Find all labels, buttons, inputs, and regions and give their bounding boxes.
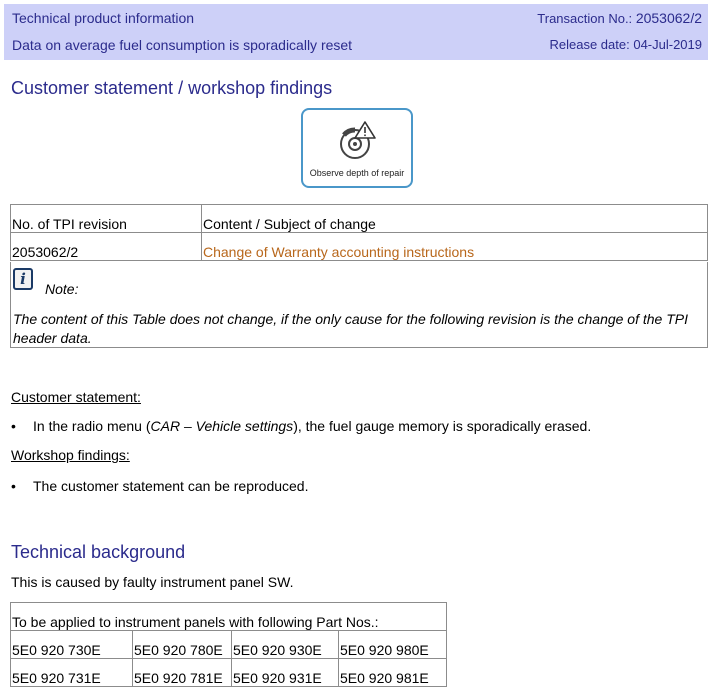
- transaction-number: 2053062/2: [635, 10, 702, 26]
- revision-number-cell: 2053062/2: [11, 233, 202, 261]
- badge-caption: Observe depth of repair: [309, 168, 405, 178]
- note-box: [10, 262, 708, 348]
- part-number-cell: 5E0 920 781E: [133, 659, 232, 687]
- note-text: The content of this Table does not change, if the only cause for the following revision is the change of the TPI header data.: [13, 311, 689, 346]
- revision-col-header: No. of TPI revision: [11, 205, 202, 233]
- part-number-cell: 5E0 920 930E: [232, 631, 339, 659]
- transaction-label: Transaction No.:: [537, 11, 633, 26]
- part-numbers-header: To be applied to instrument panels with following Part Nos.:: [11, 603, 447, 631]
- content-change-link[interactable]: Change of Warranty accounting instructions: [202, 233, 708, 261]
- list-item: In the radio menu (CAR – Vehicle settings), the fuel gauge memory is sporadically erased.: [33, 418, 592, 434]
- table-row: [11, 631, 447, 659]
- document-type: Technical product information: [12, 10, 195, 26]
- content-col-header: Content / Subject of change: [202, 205, 708, 233]
- table-row: [11, 659, 447, 687]
- release-date: 04-Jul-2019: [633, 37, 702, 52]
- repair-depth-badge: [301, 108, 413, 188]
- part-number-cell: 5E0 920 780E: [133, 631, 232, 659]
- workshop-findings-heading: Workshop findings:: [11, 447, 130, 463]
- part-number-cell: 5E0 920 980E: [339, 631, 447, 659]
- document-header: [4, 4, 708, 60]
- part-numbers-table: [10, 602, 447, 687]
- revision-table: [10, 204, 708, 261]
- bullet-marker: •: [11, 418, 16, 434]
- technical-background-text: This is caused by faulty instrument panel SW.: [11, 574, 294, 590]
- release-info: [549, 37, 702, 52]
- part-number-cell: 5E0 920 731E: [11, 659, 133, 687]
- info-icon: i: [13, 268, 33, 290]
- bullet-marker: •: [11, 478, 16, 494]
- transaction-info: [537, 10, 702, 26]
- release-label: Release date:: [549, 37, 630, 52]
- list-item: The customer statement can be reproduced.: [33, 478, 309, 494]
- technical-background-heading: Technical background: [11, 542, 186, 562]
- revision-table-header-row: [11, 205, 708, 233]
- table-row: [11, 233, 708, 261]
- part-number-cell: 5E0 920 931E: [232, 659, 339, 687]
- section-heading-customer: Customer statement / workshop findings: [11, 78, 333, 98]
- part-number-cell: 5E0 920 981E: [339, 659, 447, 687]
- customer-statement-heading: Customer statement:: [11, 389, 141, 405]
- document-subject: Data on average fuel consumption is sporadically reset: [12, 37, 353, 53]
- part-numbers-header-row: [11, 603, 447, 631]
- menu-path: CAR – Vehicle settings: [150, 418, 294, 434]
- brake-disc-warning-icon: [335, 118, 381, 164]
- part-number-cell: 5E0 920 730E: [11, 631, 133, 659]
- note-label: Note:: [45, 281, 79, 297]
